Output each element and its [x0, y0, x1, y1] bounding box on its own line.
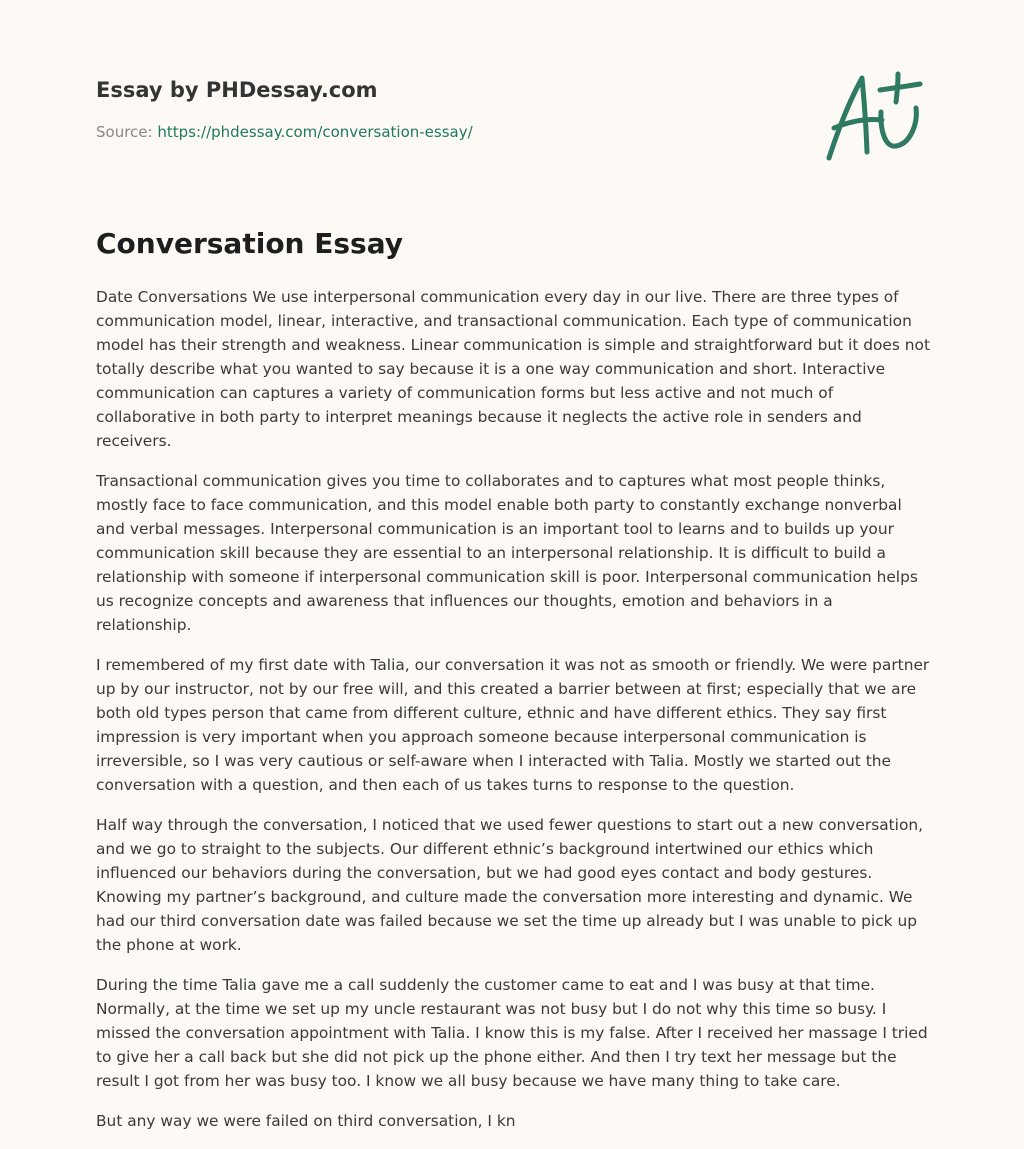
- a-plus-grade-icon: [820, 68, 930, 164]
- source-line: [96, 122, 796, 142]
- site-header: [96, 76, 796, 142]
- essay-paragraph: I remembered of my first date with Talia, our conversation it was not as smooth or friendly. We were partner up by our instructor, not by our free will, and this created a barrier between at first; especially that we are both old types person that came from different culture, ethnic and have different ethics. They say first impression is very important when you approach someone because interpersonal communication is irreversible, so I was very cautious or self-aware when I interacted with Talia. Mostly we started out the conversation with a question, and then each of us takes turns to response to the question.: [96, 656, 930, 794]
- essay-title: Conversation Essay: [96, 227, 403, 260]
- essay-paragraph: Half way through the conversation, I noticed that we used fewer questions to start out a new conversation, and we go to straight to the subjects. Our different ethnic’s background intertwined our ethics which influenced our behaviors during the conversation, but we had good eyes contact and body gestures. Knowing my partner’s background, and culture made the conversation more interesting and dynamic. We had our third conversation date was failed because we set the time up already but I was unable to pick up the phone at work.: [96, 816, 924, 954]
- source-label: Source:: [96, 123, 153, 141]
- brand-title: Essay by PHDessay.com: [96, 78, 378, 102]
- source-link[interactable]: https://phdessay.com/conversation-essay/: [157, 123, 473, 141]
- essay-paragraph: During the time Talia gave me a call suddenly the customer came to eat and I was busy at that time. Normally, at the time we set up my uncle restaurant was not busy but I do not why this time so busy. I missed the conversation appointment with Talia. I know this is my false. After I received her massage I tried to give her a call back but she did not pick up the phone either. And then I try text her message but the result I got from her was busy too. I know we all busy because we have many thing to take care.: [96, 976, 928, 1090]
- essay-body: [96, 285, 932, 1149]
- essay-paragraph: But any way we were failed on third conversation, I kn: [96, 1112, 516, 1130]
- essay-paragraph: Transactional communication gives you time to collaborates and to captures what most people thinks, mostly face to face communication, and this model enable both party to constantly exchange nonverbal and verbal messages. Interpersonal communication is an important tool to learns and to builds up your communication skill because they are essential to an interpersonal relationship. It is difficult to build a relationship with someone if interpersonal communication skill is poor. Interpersonal communication helps us recognize concepts and awareness that influences our thoughts, emotion and behaviors in a relationship.: [96, 472, 918, 634]
- essay-paragraph: Date Conversations We use interpersonal communication every day in our live. There are three types of communication model, linear, interactive, and transactional communication. Each type of communication model has their strength and weakness. Linear communication is simple and straightforward but it does not totally describe what you wanted to say because it is a one way communication and short. Interactive communication can captures a variety of communication forms but less active and not much of collaborative in both party to interpret meanings because it neglects the active role in senders and receivers.: [96, 288, 931, 450]
